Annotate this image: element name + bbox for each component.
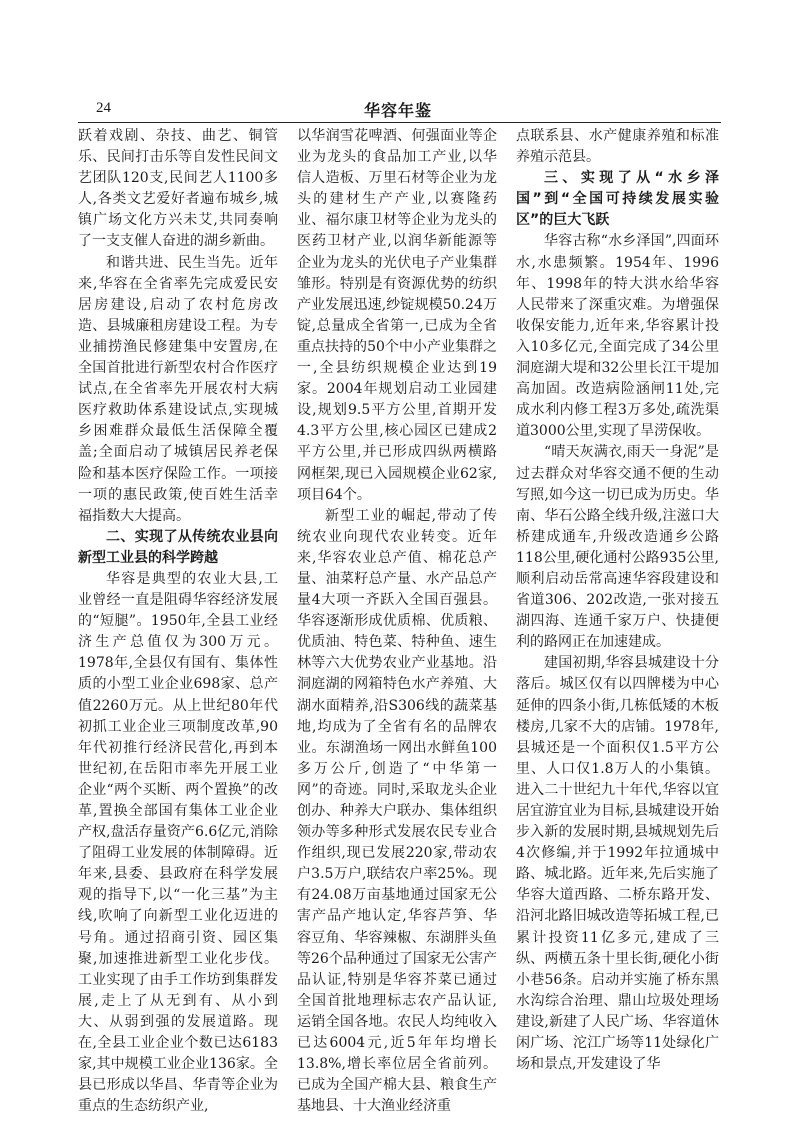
paragraph: 新型工业的崛起,带动了传统农业向现代农业转变。近年来,华容农业总产值、棉花总产量、油菜籽总产量、水产品总产量4大项一齐跃入全国百强县。华容逐渐形成优质棉、优质粮、优质油、特色菜、特种鱼、速生林等六大优势农业产业基地。沿洞庭湖的网箱特色水产养殖、大湖水面精养,沿S306线的蔬菜基地,均成为了全省有名的品牌农业。东湖渔场一网出水鲜鱼100多万公斤,创造了“中华第一网”的奇迹。同时,采取龙头企业创办、种养大户联办、集体组织领办等多种形式发展农民专业合作组织,现已发展220家,带动农户3.5万户,联结农户率25%。现有24.08万亩基地通过国家无公害产品产地认定,华容芦笋、华容豆角、华容辣椒、东湖胖头鱼等26个品种通过了国家无公害产品认证,特别是华容芥菜已通过全国首批地理标志农产品认证,运销全国各地。农民人均纯收入已达6004元,近5年年均增长13.8%,增长率位居全省前列。已成为全国产棉大县、粮食生产基地县、十大渔业经济重 <box>297 507 497 1115</box>
section-heading: 二、实现了从传统农业县向新型工业县的科学跨越 <box>78 528 278 566</box>
page-header <box>78 98 718 122</box>
paragraph: 华容是典型的农业大县,工业曾经一直是阻碍华容经济发展的“短腿”。1950年,全县工业经济生产总值仅为300万元。1978年,全县仅有国有、集体性质的小型工业企业698家、总产值2260万元。从上世纪80年代初抓工业企业三项制度改革,90年代初推行经济民营化,再到本世纪初,在岳阳市率先开展工业企业“两个买断、两个置换”的改革,置换全部国有集体工业企业产权,盘活存量资产6.6亿元,消除了阻碍工业发展的体制障碍。近年来,县委、县政府在科学发展观的指导下,以“一化三基”为主线,吹响了向新型工业化迈进的号角。通过招商引资、园区集聚,加速推进新型工业化步伐。工业实现了由手工作坊到集群发展,走上了从无到有、从小到大、从弱到强的发展道路。现在,全县工业企业个数已达6183家,其中规模工业企业136家。全县已形成以华昌、华青等企业为重点的生态纺织产业, <box>78 570 278 1115</box>
paragraph: 以华润雪花啤酒、何强面业等企业为龙头的食品加工产业,以华信人造板、万里石材等企业为龙头的建材生产产业,以赛隆药业、福尔康卫材等企业为龙头的医药卫材产业,以润华新能源等企业为龙头的光伏电子产业集群雏形。特别是有资源优势的纺织产业发展迅速,纱锭规模50.24万锭,总量成全省第一,已成为全省重点扶持的50个中小产业集群之一,全县纺织规模企业达到19家。2004年规划启动工业园建设,规划9.5平方公里,首期开发4.3平方公里,核心园区已建成2平方公里,并已形成四纵两横路网框架,现已入园规模企业62家,项目64个。 <box>297 128 497 503</box>
paragraph: 跃着戏剧、杂技、曲艺、铜管乐、民间打击乐等自发性民间文艺团队120支,民间艺人1100多人,各类文艺爱好者遍布城乡,城镇广场文化方兴未艾,共同奏响了一支支催人奋进的湖乡新曲。 <box>78 128 278 250</box>
paragraph: “晴天灰满衣,雨天一身泥”是过去群众对华容交通不便的生动写照,如今这一切已成为历史。华南、华石公路全线升级,注滋口大桥建成通车,升级改造通乡公路118公里,硬化通村公路935公里,顺利启动岳常高速华容段建设和省道306、202改造,一张对接五湖四海、连通千家万户、快捷便利的路网正在加速建成。 <box>516 444 719 651</box>
book-title: 华容年鉴 <box>363 101 432 120</box>
page-number: 24 <box>96 100 111 116</box>
section-heading: 三、实现了从“水乡泽国”到“全国可持续发展实验区”的巨大飞跃 <box>516 170 719 229</box>
paragraph: 建国初期,华容县城建设十分落后。城区仅有以四牌楼为中心延伸的四条小街,几栋低矮的木板楼房,几家不大的店铺。1978年,县城还是一个面积仅1.5平方公里、人口仅1.8万人的小集镇。进入二十世纪九十年代,华容以宜居宜游宜业为目标,县城建设开始步入新的发展时期,县城规划先后4次修编,并于1992年拉通城中路、城北路。近年来,先后实施了华容大道西路、二桥东路开发、沿河北路旧城改造等拓城工程,已累计投资11亿多元,建成了三纵、两横五条十里长街,硬化小街小巷56条。启动并实施了桥东黑水沟综合治理、鼎山垃圾处理场建设,新建了人民广场、华容道休闲广场、沱江广场等11处绿化广场和景点,开发建设了华 <box>516 655 719 1073</box>
column-3 <box>516 126 719 1075</box>
paragraph: 和谐共进、民生当先。近年来,华容在全省率先完成爱民安居房建设,启动了农村危房改造、县城廉租房建设工程。为专业捕捞渔民修建集中安置房,在全国首批进行新型农村合作医疗试点,在全省率先开展农村大病医疗救助体系建设试点,实现城乡困难群众最低生活保障全覆盖;全面启动了城镇居民养老保险和基本医疗保险工作。一项接一项的惠民政策,使百姓生活幸福指数大大提高。 <box>78 254 278 524</box>
column-2 <box>297 126 497 1117</box>
paragraph: 华容古称“水乡泽国”,四面环水,水患频繁。1954年、1996年、1998年的特大洪水给华容人民带来了深重灾难。为增强保收保安能力,近年来,华容累计投入10多亿元,全面完成了34公里洞庭湖大堤和32公里长江干堤加高加固。改造病险涵闸11处,完成水利内修工程3万多处,疏洗渠道3000公里,实现了旱涝保收。 <box>516 233 719 440</box>
paragraph: 点联系县、水产健康养殖和标准养殖示范县。 <box>516 128 719 166</box>
header-rule <box>78 122 721 123</box>
column-1 <box>78 126 278 1117</box>
